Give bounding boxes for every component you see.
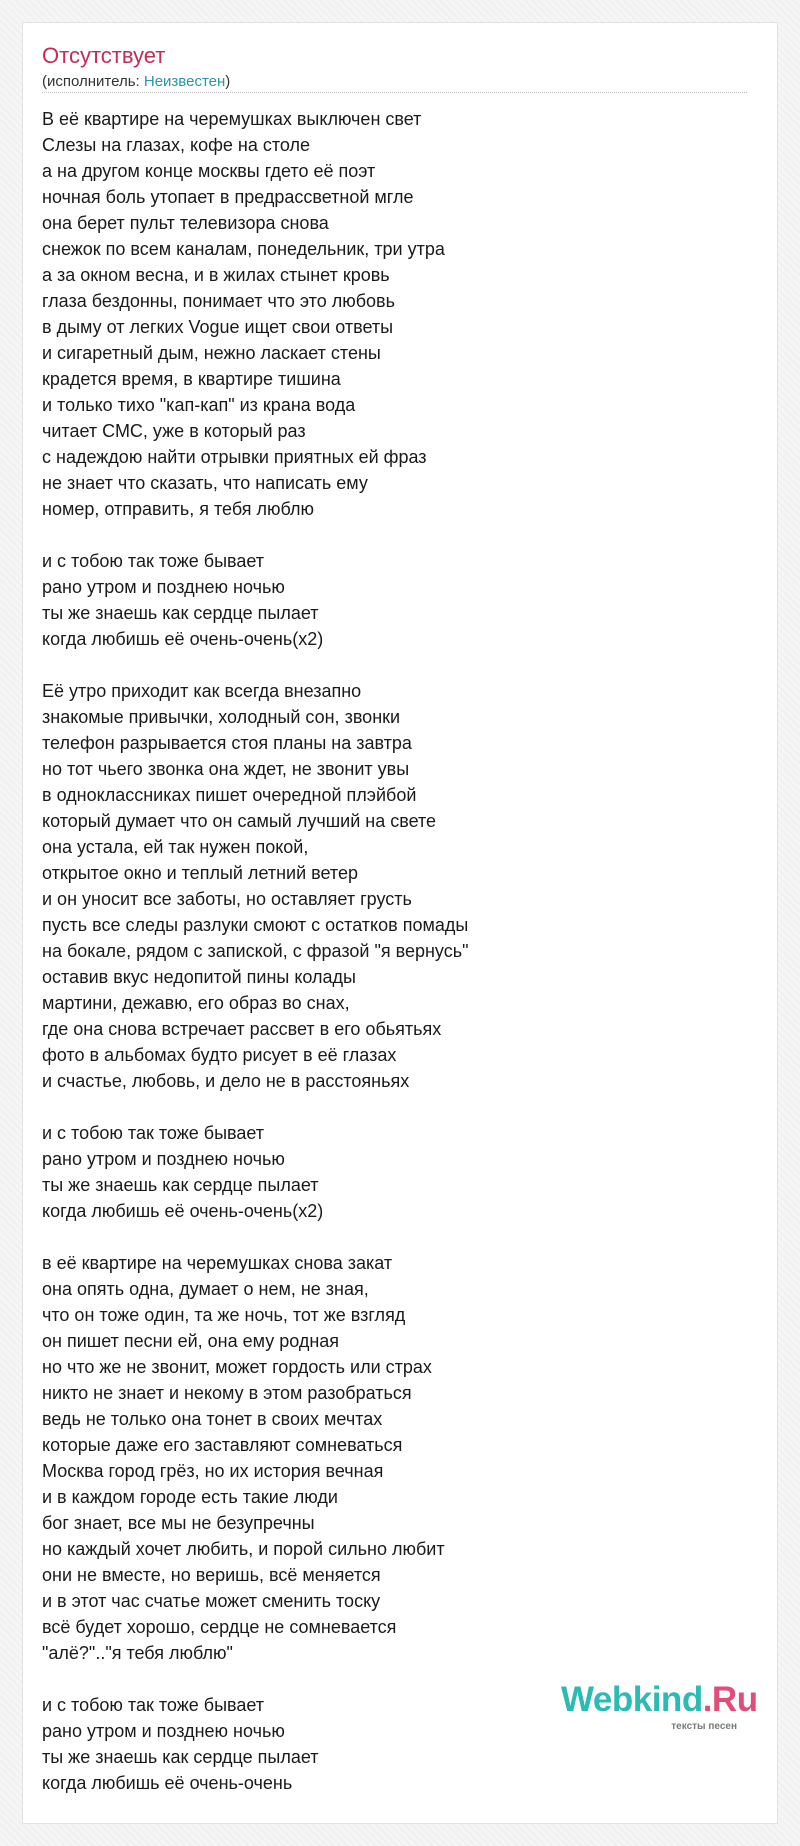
lyric-line: знакомые привычки, холодный сон, звонки bbox=[42, 707, 401, 727]
logo-name: Webkind bbox=[561, 1680, 703, 1719]
lyric-line: она устала, ей так нужен покой, bbox=[42, 837, 309, 857]
lyric-line: но тот чьего звонка она ждет, не звонит увы bbox=[42, 759, 410, 779]
lyric-line: и с тобою так тоже бывает bbox=[42, 1695, 265, 1715]
lyric-line: он пишет песни ей, она ему родная bbox=[42, 1331, 340, 1351]
lyric-line: телефон разрывается стоя планы на завтра bbox=[42, 733, 412, 753]
lyric-line: оставив вкус недопитой пины колады bbox=[42, 967, 356, 987]
webkind-logo[interactable] bbox=[561, 1680, 771, 1740]
logo-wordmark bbox=[561, 1680, 758, 1720]
lyric-line: снежок по всем каналам, понедельник, три утра bbox=[42, 239, 445, 259]
lyric-line: ты же знаешь как сердце пылает bbox=[42, 1175, 319, 1195]
lyric-line: который думает что он самый лучший на свете bbox=[42, 811, 437, 831]
lyric-line: на бокале, рядом с запиской, с фразой "я вернусь" bbox=[42, 941, 469, 961]
stanza-break bbox=[42, 1094, 762, 1120]
lyric-line: рано утром и позднею ночью bbox=[42, 1149, 285, 1169]
stanza-break bbox=[42, 652, 762, 678]
lyric-line: и счастье, любовь, и дело не в расстояньях bbox=[42, 1071, 410, 1091]
logo-tagline: тексты песен bbox=[671, 1721, 737, 1732]
lyric-line: и сигаретный дым, нежно ласкает стены bbox=[42, 343, 381, 363]
lyric-line: которые даже его заставляют сомневаться bbox=[42, 1435, 403, 1455]
lyric-line: не знает что сказать, что написать ему bbox=[42, 473, 368, 493]
lyric-line: и он уносит все заботы, но оставляет грусть bbox=[42, 889, 412, 909]
lyric-line: ночная боль утопает в предрассветной мгле bbox=[42, 187, 414, 207]
lyric-line: ты же знаешь как сердце пылает bbox=[42, 1747, 319, 1767]
lyric-line: мартини, дежавю, его образ во снах, bbox=[42, 993, 350, 1013]
lyric-line: а на другом конце москвы гдето её поэт bbox=[42, 161, 376, 181]
lyric-line: в дыму от легких Vogue ищет свои ответы bbox=[42, 317, 394, 337]
logo-tld: .Ru bbox=[702, 1680, 758, 1719]
lyrics-text bbox=[42, 106, 762, 1796]
lyric-line: Её утро приходит как всегда внезапно bbox=[42, 681, 362, 701]
lyrics-card bbox=[22, 22, 778, 1824]
lyric-line: ты же знаешь как сердце пылает bbox=[42, 603, 319, 623]
lyric-line: открытое окно и теплый летний ветер bbox=[42, 863, 358, 883]
lyric-line: с надеждою найти отрывки приятных ей фраз bbox=[42, 447, 427, 467]
lyric-line: они не вместе, но веришь, всё меняется bbox=[42, 1565, 381, 1585]
lyric-line: в её квартире на черемушках снова закат bbox=[42, 1253, 393, 1273]
lyric-line: Москва город грёз, но их история вечная bbox=[42, 1461, 384, 1481]
song-title: Отсутствует bbox=[42, 43, 166, 68]
lyric-line: что он тоже один, та же ночь, тот же взгляд bbox=[42, 1305, 406, 1325]
lyric-line: а за окном весна, и в жилах стынет кровь bbox=[42, 265, 390, 285]
lyric-line: В её квартире на черемушках выключен свет bbox=[42, 109, 422, 129]
lyric-line: глаза бездонны, понимает что это любовь bbox=[42, 291, 395, 311]
lyric-line: крадется время, в квартире тишина bbox=[42, 369, 341, 389]
lyric-line: читает СМС, уже в который раз bbox=[42, 421, 306, 441]
stanza-break bbox=[42, 1224, 762, 1250]
lyric-line: и в этот час счатье может сменить тоску bbox=[42, 1591, 381, 1611]
byline-prefix: (исполнитель: bbox=[42, 73, 144, 90]
stanza-break bbox=[42, 522, 762, 548]
lyric-line: номер, отправить, я тебя люблю bbox=[42, 499, 314, 519]
lyric-line: пусть все следы разлуки смоют с остатков помады bbox=[42, 915, 469, 935]
lyric-line: всё будет хорошо, сердце не сомневается bbox=[42, 1617, 397, 1637]
lyric-line: Слезы на глазах, кофе на столе bbox=[42, 135, 311, 155]
artist-link[interactable]: Неизвестен bbox=[143, 73, 226, 90]
lyric-line: бог знает, все мы не безупречны bbox=[42, 1513, 315, 1533]
byline-suffix: ) bbox=[225, 73, 231, 90]
lyric-line: где она снова встречает рассвет в его обьятьях bbox=[42, 1019, 442, 1039]
lyric-line: и в каждом городе есть такие люди bbox=[42, 1487, 338, 1507]
lyric-line: когда любишь её очень-очень(x2) bbox=[42, 1201, 324, 1221]
lyric-line: никто не знает и некому в этом разобраться bbox=[42, 1383, 412, 1403]
lyric-line: но каждый хочет любить, и порой сильно любит bbox=[42, 1539, 445, 1559]
lyric-line: и только тихо "кап-кап" из крана вода bbox=[42, 395, 356, 415]
lyric-line: фото в альбомах будто рисует в её глазах bbox=[42, 1045, 397, 1065]
lyric-line: и с тобою так тоже бывает bbox=[42, 551, 265, 571]
lyric-line: рано утром и позднею ночью bbox=[42, 1721, 285, 1741]
lyric-line: но что же не звонит, может гордость или страх bbox=[42, 1357, 432, 1377]
title-divider bbox=[42, 92, 747, 93]
artist-byline bbox=[42, 73, 230, 91]
lyric-line: и с тобою так тоже бывает bbox=[42, 1123, 265, 1143]
lyric-line: ведь не только она тонет в своих мечтах bbox=[42, 1409, 383, 1429]
lyric-line: она берет пульт телевизора снова bbox=[42, 213, 329, 233]
lyric-line: рано утром и позднею ночью bbox=[42, 577, 285, 597]
lyric-line: "алё?".."я тебя люблю" bbox=[42, 1643, 233, 1663]
lyric-line: она опять одна, думает о нем, не зная, bbox=[42, 1279, 369, 1299]
lyric-line: когда любишь её очень-очень bbox=[42, 1773, 293, 1793]
lyric-line: в одноклассниках пишет очередной плэйбой bbox=[42, 785, 417, 805]
lyric-line: когда любишь её очень-очень(x2) bbox=[42, 629, 324, 649]
